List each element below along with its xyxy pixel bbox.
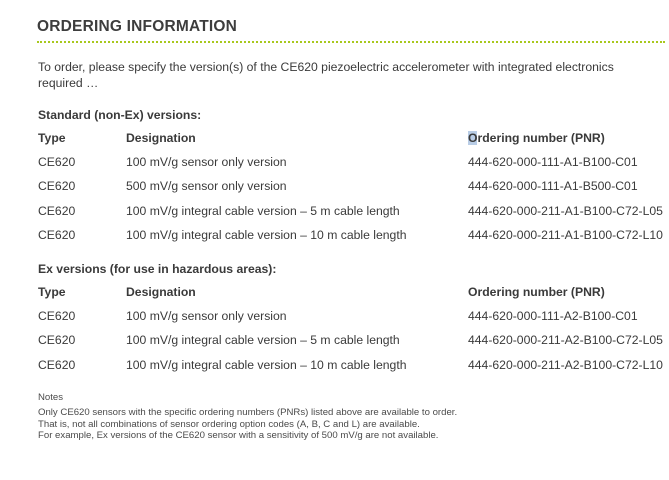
intro-paragraph: To order, please specify the version(s) of the CE620 piezoelectric accelerometer with integrated electronics required … xyxy=(38,60,614,90)
table-row xyxy=(0,333,669,349)
row-designation: 100 mV/g sensor only version xyxy=(126,309,287,323)
notes-title: Notes xyxy=(38,392,64,403)
row-type: CE620 xyxy=(38,204,76,218)
row-type: CE620 xyxy=(38,155,76,169)
standard-table-header xyxy=(0,131,669,147)
standard-section-heading: Standard (non-Ex) versions: xyxy=(38,108,202,122)
row-designation: 100 mV/g integral cable version – 10 m cable length xyxy=(126,358,407,372)
selected-text-highlight[interactable]: O xyxy=(468,131,478,145)
column-header-type: Type xyxy=(38,285,66,299)
table-row xyxy=(0,204,669,220)
row-designation: 100 mV/g integral cable version – 5 m cable length xyxy=(126,204,400,218)
ex-table-header xyxy=(0,285,669,301)
row-pnr: 444-620-000-211-A2-B100-C72-L10 xyxy=(468,358,663,372)
row-pnr: 444-620-000-111-A2-B100-C01 xyxy=(468,309,638,323)
column-header-type: Type xyxy=(38,131,66,145)
notes-block xyxy=(38,392,658,442)
column-header-designation: Designation xyxy=(126,285,196,299)
column-header-pnr-rest: rdering number (PNR) xyxy=(477,131,605,145)
row-type: CE620 xyxy=(38,333,76,347)
notes-line: That is, not all combinations of sensor ordering option codes (A, B, C and L) are available. xyxy=(38,418,420,430)
row-type: CE620 xyxy=(38,179,76,193)
row-designation: 100 mV/g integral cable version – 5 m cable length xyxy=(126,333,400,347)
row-pnr: 444-620-000-211-A1-B100-C72-L10 xyxy=(468,228,663,242)
table-row xyxy=(0,309,669,325)
row-pnr: 444-620-000-111-A1-B500-C01 xyxy=(468,179,638,193)
row-type: CE620 xyxy=(38,309,76,323)
table-row xyxy=(0,228,669,244)
column-header-designation: Designation xyxy=(126,131,196,145)
notes-line: Only CE620 sensors with the specific ordering numbers (PNRs) listed above are available to order. xyxy=(38,406,458,418)
row-type: CE620 xyxy=(38,228,76,242)
row-designation: 100 mV/g integral cable version – 10 m cable length xyxy=(126,228,407,242)
column-header-pnr[interactable] xyxy=(468,131,605,145)
row-pnr: 444-620-000-211-A1-B100-C72-L05 xyxy=(468,204,663,218)
table-row xyxy=(0,358,669,374)
notes-line: For example, Ex versions of the CE620 sensor with a sensitivity of 500 mV/g are not available. xyxy=(38,430,439,442)
row-pnr: 444-620-000-111-A1-B100-C01 xyxy=(468,155,638,169)
column-header-pnr: Ordering number (PNR) xyxy=(468,285,605,299)
row-type: CE620 xyxy=(38,358,76,372)
row-pnr: 444-620-000-211-A2-B100-C72-L05 xyxy=(468,333,663,347)
table-row xyxy=(0,155,669,171)
row-designation: 100 mV/g sensor only version xyxy=(126,155,287,169)
page-title: ORDERING INFORMATION xyxy=(37,18,238,35)
table-row xyxy=(0,179,669,195)
title-divider xyxy=(37,41,665,43)
row-designation: 500 mV/g sensor only version xyxy=(126,179,287,193)
ex-section-heading: Ex versions (for use in hazardous areas): xyxy=(38,262,277,276)
